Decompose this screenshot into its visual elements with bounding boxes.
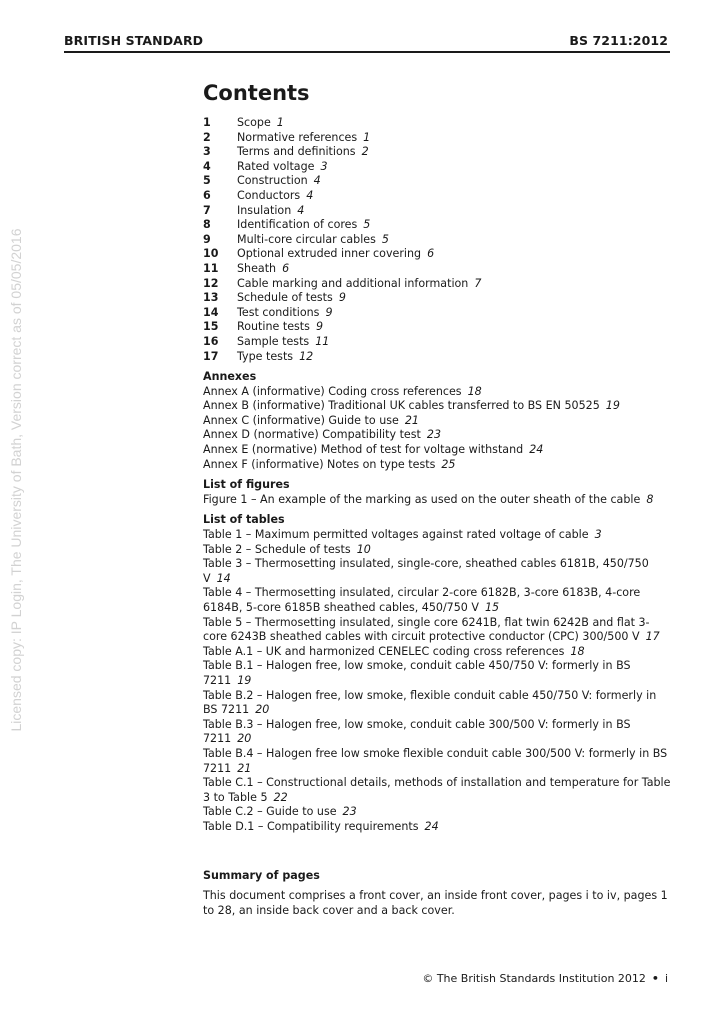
clause-number: 7 bbox=[203, 203, 211, 217]
toc-table-entry-title: Table D.1 – Compatibility requirements bbox=[203, 819, 419, 833]
clause-page: 4 bbox=[297, 203, 305, 217]
toc-table-entry[interactable] bbox=[203, 747, 673, 776]
toc-annex-entry[interactable] bbox=[203, 399, 673, 414]
clause-number: 8 bbox=[203, 218, 211, 232]
toc-table-entry-title: Table A.1 – UK and harmonized CENELEC coding cross references bbox=[203, 644, 565, 658]
clause-text-wrap bbox=[237, 335, 329, 350]
clause-page: 1 bbox=[363, 130, 371, 144]
clause-page: 5 bbox=[381, 232, 389, 246]
header-rule bbox=[64, 51, 670, 53]
clause-number: 3 bbox=[203, 145, 211, 159]
clause-page: 7 bbox=[474, 276, 482, 290]
toc-table-entry-title: Table B.1 – Halogen free, low smoke, conduit cable 450/750 V: formerly in BS 7211 bbox=[203, 659, 631, 687]
toc-table-entry[interactable] bbox=[203, 557, 673, 586]
clause-title: Multi-core circular cables bbox=[237, 232, 376, 246]
toc-clause-entry[interactable] bbox=[203, 335, 673, 350]
clause-number: 16 bbox=[203, 334, 219, 348]
annex-list bbox=[203, 385, 673, 473]
toc-figure-entry-title: Figure 1 – An example of the marking as used on the outer sheath of the cable bbox=[203, 492, 641, 506]
clause-number: 12 bbox=[203, 276, 219, 290]
table-list bbox=[203, 528, 673, 834]
clause-number: 2 bbox=[203, 130, 211, 144]
toc-table-entry[interactable] bbox=[203, 689, 673, 718]
clause-text-wrap bbox=[237, 145, 369, 160]
toc-clause-entry[interactable] bbox=[203, 116, 673, 131]
clause-number: 1 bbox=[203, 116, 211, 129]
toc-clause-entry[interactable] bbox=[203, 247, 673, 262]
clause-title: Sample tests bbox=[237, 334, 310, 348]
summary-heading: Summary of pages bbox=[203, 868, 320, 882]
toc-table-entry-page: 20 bbox=[237, 732, 252, 746]
clause-text-wrap bbox=[237, 204, 304, 219]
clause-page: 2 bbox=[361, 145, 369, 159]
figures-heading: List of figures bbox=[203, 478, 290, 492]
toc-clause-entry[interactable] bbox=[203, 350, 673, 365]
tables-heading: List of tables bbox=[203, 513, 285, 527]
toc-table-entry-title: Table 1 – Maximum permitted voltages against rated voltage of cable bbox=[203, 528, 589, 542]
toc-annex-entry[interactable] bbox=[203, 458, 673, 473]
toc-annex-entry-title: Annex F (informative) Notes on type tests bbox=[203, 457, 436, 471]
clause-title: Conductors bbox=[237, 188, 301, 202]
toc-table-entry[interactable] bbox=[203, 616, 673, 645]
clause-number: 10 bbox=[203, 247, 219, 261]
toc-clause-entry[interactable] bbox=[203, 320, 673, 335]
toc-annex-entry-page: 18 bbox=[467, 384, 482, 398]
toc-clause-entry[interactable] bbox=[203, 277, 673, 292]
clause-number: 13 bbox=[203, 291, 219, 305]
clause-text-wrap bbox=[237, 247, 434, 262]
toc-clause-entry[interactable] bbox=[203, 189, 673, 204]
toc-annex-entry-title: Annex B (informative) Traditional UK cables transferred to BS EN 50525 bbox=[203, 399, 600, 413]
toc-annex-entry-page: 19 bbox=[605, 399, 620, 413]
clause-text-wrap bbox=[237, 277, 481, 292]
toc-table-entry-page: 14 bbox=[216, 571, 231, 585]
toc-figure-entry-page: 8 bbox=[646, 492, 654, 506]
clause-number: 14 bbox=[203, 305, 219, 319]
toc-table-entry[interactable] bbox=[203, 586, 673, 615]
toc-table-entry-title: Table C.1 – Constructional details, methods of installation and temperature for Table 3 to Table 5 bbox=[203, 776, 671, 804]
toc-annex-entry-title: Annex C (informative) Guide to use bbox=[203, 413, 399, 427]
clause-text-wrap bbox=[237, 350, 313, 365]
clause-text-wrap bbox=[237, 174, 321, 189]
clause-page: 12 bbox=[299, 349, 314, 363]
clause-text-wrap bbox=[237, 306, 333, 321]
toc-annex-entry-title: Annex E (normative) Method of test for voltage withstand bbox=[203, 443, 524, 457]
clause-page: 4 bbox=[313, 174, 321, 188]
toc-table-entry-title: Table B.2 – Halogen free, low smoke, flexible conduit cable 450/750 V: formerly in BS 7211 bbox=[203, 688, 657, 717]
toc-table-entry-title: Table B.3 – Halogen free, low smoke, conduit cable 300/500 V: formerly in BS 7211 bbox=[203, 717, 631, 746]
toc-clause-entry[interactable] bbox=[203, 218, 673, 233]
figure-list bbox=[203, 493, 673, 508]
clause-title: Construction bbox=[237, 174, 308, 188]
toc-table-entry[interactable] bbox=[203, 659, 673, 688]
toc-table-entry[interactable] bbox=[203, 528, 673, 543]
clause-number: 11 bbox=[203, 261, 219, 275]
toc-table-entry-page: 21 bbox=[237, 761, 252, 775]
toc-table-entry-page: 10 bbox=[356, 542, 371, 556]
header-standard-label: BRITISH STANDARD bbox=[64, 33, 204, 48]
clause-page: 3 bbox=[320, 159, 328, 173]
clause-text-wrap bbox=[237, 218, 370, 233]
clause-page: 6 bbox=[282, 261, 290, 275]
clause-text-wrap bbox=[237, 131, 370, 146]
clause-title: Sheath bbox=[237, 261, 277, 275]
clause-number: 17 bbox=[203, 349, 219, 363]
toc-table-entry-page: 15 bbox=[484, 601, 500, 614]
toc-table-entry-title: Table B.4 – Halogen free low smoke flexible conduit cable 300/500 V: formerly in BS 7211 bbox=[203, 746, 668, 775]
toc-table-entry-page: 20 bbox=[255, 703, 270, 717]
toc-annex-entry[interactable] bbox=[203, 385, 673, 400]
toc-clause-entry[interactable] bbox=[203, 306, 673, 321]
page-number: i bbox=[664, 972, 668, 985]
clause-number: 5 bbox=[203, 174, 211, 188]
clause-title: Insulation bbox=[237, 203, 292, 217]
footer-bullet: • bbox=[651, 972, 659, 985]
toc-annex-entry-page: 25 bbox=[441, 457, 456, 471]
clause-title: Identification of cores bbox=[237, 218, 358, 232]
clause-number: 4 bbox=[203, 159, 211, 173]
toc-annex-entry[interactable] bbox=[203, 414, 673, 429]
clause-title: Terms and definitions bbox=[237, 145, 356, 159]
toc-clause-entry[interactable] bbox=[203, 204, 673, 219]
toc-clause-entry[interactable] bbox=[203, 160, 673, 175]
toc-table-entry-page: 3 bbox=[594, 528, 602, 542]
annexes-heading: Annexes bbox=[203, 370, 257, 384]
clause-page: 6 bbox=[427, 247, 435, 261]
summary-text: This document comprises a front cover, an inside front cover, pages i to iv, pages 1 to 28, an inside back cover and a back cover. bbox=[203, 889, 668, 917]
toc-table-entry-page: 19 bbox=[237, 673, 252, 687]
contents-body bbox=[203, 80, 673, 918]
toc-table-entry-title: Table C.2 – Guide to use bbox=[203, 805, 337, 819]
clause-text-wrap bbox=[237, 262, 289, 277]
toc-clause-entry[interactable] bbox=[203, 233, 673, 248]
clause-text-wrap bbox=[237, 189, 313, 204]
toc-annex-entry[interactable] bbox=[203, 428, 673, 443]
clause-text-wrap bbox=[237, 233, 389, 248]
clause-page: 9 bbox=[325, 305, 333, 319]
clause-text-wrap bbox=[237, 116, 284, 131]
clause-text-wrap bbox=[237, 160, 328, 175]
clause-page: 1 bbox=[276, 116, 284, 129]
toc-table-entry-page: 24 bbox=[424, 819, 439, 833]
clause-list bbox=[203, 116, 673, 364]
clause-page: 9 bbox=[338, 291, 346, 305]
clause-page: 11 bbox=[315, 334, 330, 348]
toc-annex-entry-page: 24 bbox=[529, 443, 544, 457]
toc-table-entry-title: Table 3 – Thermosetting insulated, single-core, sheathed cables 6181B, 450/750 V bbox=[203, 557, 649, 585]
toc-figure-entry[interactable] bbox=[203, 493, 673, 508]
toc-annex-entry-title: Annex A (informative) Coding cross references bbox=[203, 384, 462, 398]
clause-title: Normative references bbox=[237, 130, 358, 144]
clause-title: Test conditions bbox=[237, 305, 320, 319]
toc-table-entry[interactable] bbox=[203, 543, 673, 558]
clause-number: 9 bbox=[203, 232, 211, 246]
clause-text-wrap bbox=[237, 291, 346, 306]
clause-title: Schedule of tests bbox=[237, 291, 333, 305]
clause-title: Type tests bbox=[237, 349, 294, 363]
toc-annex-entry[interactable] bbox=[203, 443, 673, 458]
clause-page: 5 bbox=[363, 218, 371, 232]
toc-table-entry-page: 18 bbox=[570, 644, 585, 658]
toc-clause-entry[interactable] bbox=[203, 291, 673, 306]
toc-clause-entry[interactable] bbox=[203, 145, 673, 160]
clause-title: Cable marking and additional information bbox=[237, 276, 469, 290]
toc-table-entry-title: Table 2 – Schedule of tests bbox=[203, 542, 351, 556]
page-footer bbox=[422, 972, 668, 985]
header-document-number: BS 7211:2012 bbox=[569, 33, 668, 48]
clause-title: Scope bbox=[237, 116, 271, 129]
toc-annex-entry-page: 21 bbox=[404, 413, 419, 427]
clause-title: Routine tests bbox=[237, 320, 310, 334]
toc-table-entry-page: 22 bbox=[273, 790, 288, 804]
clause-number: 6 bbox=[203, 188, 211, 202]
clause-number: 15 bbox=[203, 320, 219, 334]
toc-table-entry-page: 17 bbox=[645, 630, 660, 644]
toc-clause-entry[interactable] bbox=[203, 174, 673, 189]
copyright-notice: © The British Standards Institution 2012 bbox=[422, 972, 646, 985]
toc-table-entry-title: Table 4 – Thermosetting insulated, circular 2-core 6182B, 3-core 6183B, 4-core 6184B, 5-core 6185B sheathed cables, 450/750 V bbox=[203, 586, 641, 614]
toc-table-entry[interactable] bbox=[203, 776, 673, 805]
toc-clause-entry[interactable] bbox=[203, 262, 673, 277]
page-title: Contents bbox=[203, 81, 310, 105]
toc-clause-entry[interactable] bbox=[203, 131, 673, 146]
clause-text-wrap bbox=[237, 320, 323, 335]
toc-table-entry[interactable] bbox=[203, 645, 673, 660]
toc-annex-entry-title: Annex D (normative) Compatibility test bbox=[203, 428, 421, 442]
toc-table-entry[interactable] bbox=[203, 718, 673, 747]
toc-table-entry-title: Table 5 – Thermosetting insulated, single core 6241B, flat twin 6242B and flat 3-core 6243B sheathed cables with circuit protective conductor (CPC) 300/500 V bbox=[203, 615, 650, 644]
clause-page: 4 bbox=[306, 188, 314, 202]
clause-title: Optional extruded inner covering bbox=[237, 247, 422, 261]
clause-page: 9 bbox=[315, 320, 323, 334]
license-watermark: Licensed copy: IP Login, The University of Bath, Version correct as of 05/05/2016 bbox=[8, 228, 24, 732]
clause-title: Rated voltage bbox=[237, 159, 315, 173]
toc-annex-entry-page: 23 bbox=[426, 428, 442, 442]
toc-table-entry-page: 23 bbox=[342, 805, 357, 819]
toc-table-entry[interactable] bbox=[203, 820, 673, 835]
toc-table-entry[interactable] bbox=[203, 805, 673, 820]
